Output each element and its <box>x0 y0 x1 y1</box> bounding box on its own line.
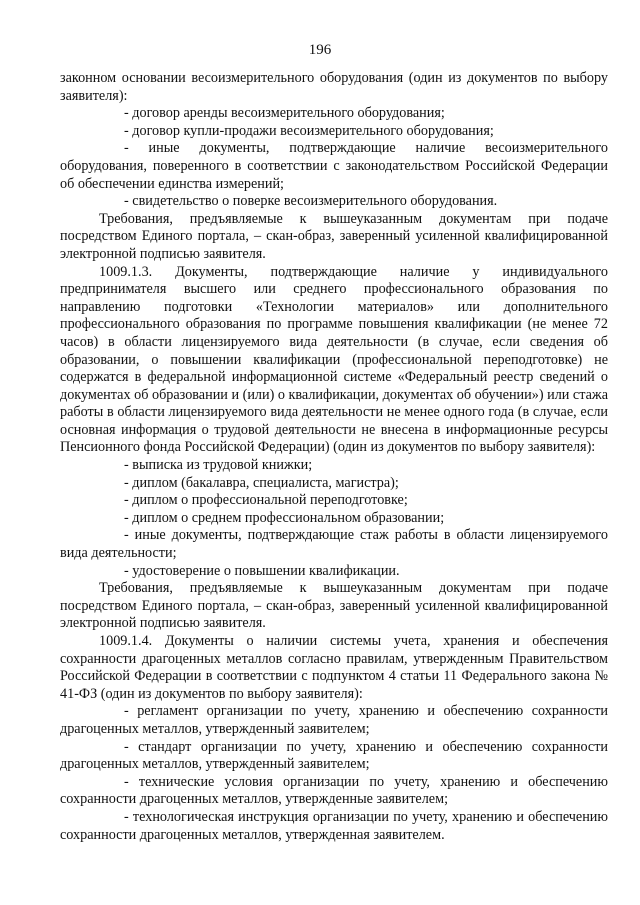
list-item: - удостоверение о повышении квалификации. <box>124 562 400 579</box>
list-item: - договор аренды весоизмерительного оборудования; <box>124 105 445 122</box>
page-number: 196 <box>308 42 332 58</box>
list-item: - договор купли-продажи весоизмерительного оборудования; <box>124 122 494 139</box>
list-item: - стандарт организации по учету, хранению и обеспечению сохранности драгоценных металлов, утвержденный заявителем; <box>60 738 608 773</box>
section-1009-1-3: 1009.1.3. Документы, подтверждающие наличие у индивидуального предпринимателя высшего или среднего профессионального образования по направлению подготовки «Технологии материалов» или дополнительного профессионального образования по программе повышения квалификации (не менее 72 часов) в области лицензируемого вида деятельности (в случае, если сведения об образовании, о повышении квалификации (профессиональной переподготовке) не содержатся в федеральной информационной системе «Федеральный реестр сведений о документах об образовании и (или) о квалификации, документах об обучении») или стажа работы в области лицензируемого вида деятельности не менее одного года (в случае, если основная информация о трудовой деятельности не внесена в информационные ресурсы Пенсионного фонда Российской Федерации) (один из документов по выбору заявителя): <box>60 263 608 456</box>
paragraph: Требования, предъявляемые к вышеуказанным документам при подаче посредством Единого портала, – скан-образ, заверенный усиленной квалифицированной электронной подписью заявителя. <box>60 580 608 632</box>
list-item: - технологическая инструкция организации по учету, хранению и обеспечению сохранности драгоценных металлов, утвержденная заявителем. <box>60 808 608 843</box>
list-item: - свидетельство о поверке весоизмерительного оборудования. <box>124 193 498 210</box>
list-item: - диплом о среднем профессиональном образовании; <box>124 509 445 526</box>
list-item: - иные документы, подтверждающие наличие весоизмерительного оборудования, поверенного в соответствии с законодательством Российской Федерации об обеспечении единства измерений; <box>60 140 608 192</box>
document-body <box>60 70 608 844</box>
list-item: - диплом о профессиональной переподготовке; <box>124 492 408 509</box>
list-item: - диплом (бакалавра, специалиста, магистра); <box>124 474 399 491</box>
paragraph: Требования, предъявляемые к вышеуказанным документам при подаче посредством Единого портала, – скан-образ, заверенный усиленной квалифицированной электронной подписью заявителя. <box>60 210 608 262</box>
list-item: - регламент организации по учету, хранению и обеспечению сохранности драгоценных металлов, утвержденный заявителем; <box>60 703 608 737</box>
list-item: - иные документы, подтверждающие стаж работы в области лицензируемого вида деятельности; <box>60 527 608 562</box>
list-item: - технические условия организации по учету, хранению и обеспечению сохранности драгоценных металлов, утвержденные заявителем; <box>60 773 608 808</box>
paragraph: законном основании весоизмерительного оборудования (один из документов по выбору заявителя): <box>60 70 608 104</box>
section-1009-1-4: 1009.1.4. Документы о наличии системы учета, хранения и обеспечения сохранности драгоценных металлов согласно правилам, утвержденным Правительством Российской Федерации в соответствии с подпунктом 4 статьи 11 Федерального закона № 41-ФЗ (один из документов по выбору заявителя): <box>60 633 608 702</box>
list-item: - выписка из трудовой книжки; <box>124 457 313 474</box>
